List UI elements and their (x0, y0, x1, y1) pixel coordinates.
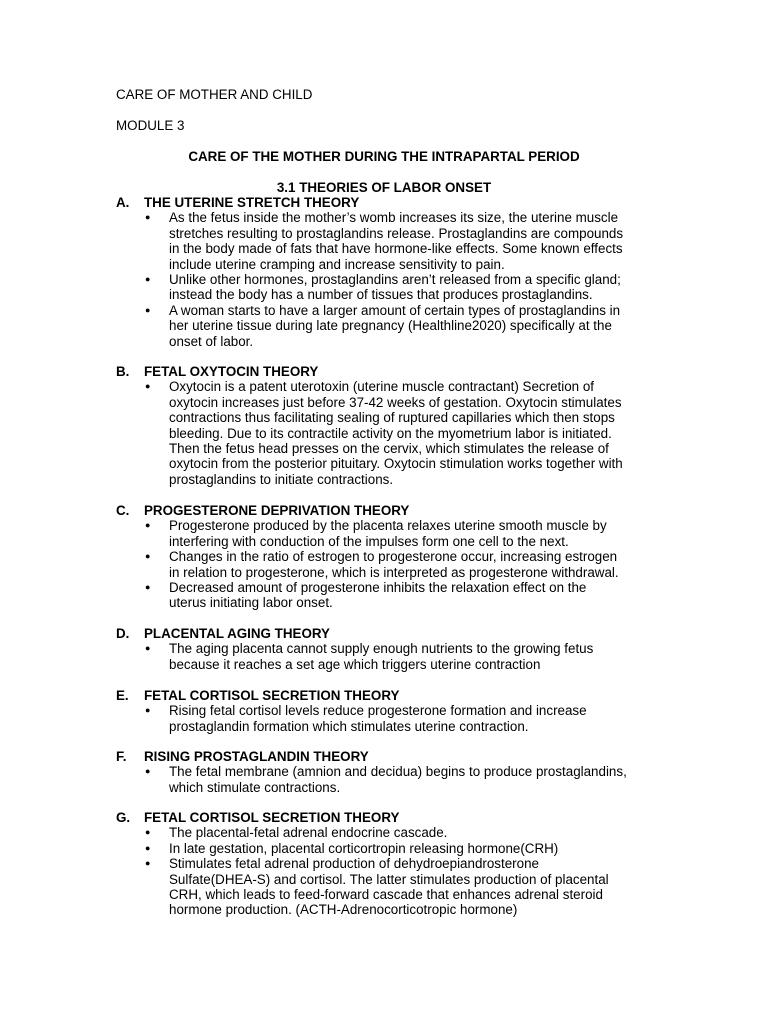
section-f (116, 749, 676, 795)
section-heading (116, 503, 676, 518)
text-line: A woman starts to have a larger amount of certain types of prostaglandins in (169, 302, 621, 318)
section-letter: D. (116, 626, 130, 641)
list-item (116, 303, 676, 349)
section-c (116, 503, 676, 611)
module-label: MODULE 3 (116, 118, 185, 133)
text-line: in relation to progesterone, which is interpreted as progesterone withdrawal. (169, 564, 619, 580)
list-item (116, 549, 676, 580)
section-heading (116, 626, 676, 641)
section-b (116, 364, 676, 487)
section-heading (116, 364, 676, 379)
bullet-list (116, 210, 676, 349)
bullet-icon: ● (145, 842, 151, 853)
course-title: CARE OF MOTHER AND CHILD (116, 87, 313, 102)
list-item (116, 841, 676, 856)
text-line: contractions thus facilitating sealing of ruptured capillaries which then stops (169, 410, 615, 426)
section-letter: B. (116, 364, 130, 379)
bullet-icon: ● (145, 582, 151, 593)
text-line: The fetal membrane (amnion and decidua) begins to produce prostaglandins, (169, 764, 627, 780)
section-heading (116, 810, 676, 825)
bullet-list (116, 379, 676, 487)
section-letter: C. (116, 503, 130, 518)
section-letter: E. (116, 688, 129, 703)
text-line: Rising fetal cortisol levels reduce progesterone formation and increase (169, 703, 587, 719)
list-item (116, 703, 676, 734)
text-line: The placental-fetal adrenal endocrine cascade. (169, 825, 448, 841)
section-e (116, 688, 676, 734)
list-item (116, 518, 676, 549)
section-d (116, 626, 676, 672)
list-item (116, 641, 676, 672)
bullet-icon: ● (145, 858, 151, 869)
text-line: include uterine cramping and increase sensitivity to pain. (169, 256, 505, 272)
section-heading-text: RISING PROSTAGLANDIN THEORY (144, 749, 369, 764)
section-title: 3.1 THEORIES OF LABOR ONSET (276, 180, 492, 195)
text-line: her uterine tissue during late pregnancy (Healthline2020) specifically at the (169, 318, 612, 334)
bullet-list (116, 641, 676, 672)
list-item (116, 379, 676, 487)
bullet-icon: ● (145, 766, 151, 777)
list-item (116, 210, 676, 272)
text-line: in the body made of fats that have hormone-like effects. Some known effects (169, 241, 623, 257)
text-line: oxytocin from the posterior pituitary. Oxytocin stimulation works together with (169, 456, 623, 472)
section-heading-text: PROGESTERONE DEPRIVATION THEORY (144, 503, 410, 518)
bullet-icon: ● (145, 274, 151, 285)
text-line: CRH, which leads to feed-forward cascade that enhances adrenal steroid (169, 887, 603, 903)
text-line: Progesterone produced by the placenta relaxes uterine smooth muscle by (169, 518, 607, 534)
text-line: The aging placenta cannot supply enough nutrients to the growing fetus (169, 641, 594, 657)
text-line: bleeding. Due to its contractile activity on the myometrium labor is initiated. (169, 425, 612, 441)
text-line: Stimulates fetal adrenal production of dehydroepiandrosterone (169, 856, 539, 872)
list-item (116, 764, 676, 795)
text-line: hormone production. (ACTH-Adrenocorticotropic hormone) (169, 902, 518, 918)
bullet-icon: ● (145, 212, 151, 223)
text-line: prostaglandins to initiate contractions. (169, 471, 394, 487)
bullet-icon: ● (145, 381, 151, 392)
section-heading-text: PLACENTAL AGING THEORY (144, 626, 330, 641)
bullet-icon: ● (145, 520, 151, 531)
text-line: Sulfate(DHEA-S) and cortisol. The latter stimulates production of placental (169, 871, 609, 887)
bullet-list (116, 825, 676, 917)
text-line: interfering with conduction of the impulses form one cell to the next. (169, 533, 569, 549)
bullet-icon: ● (145, 705, 151, 716)
section-letter: A. (116, 195, 130, 210)
section-heading (116, 749, 676, 764)
text-line: As the fetus inside the mother’s womb increases its size, the uterine muscle (169, 210, 619, 226)
text-line: Unlike other hormones, prostaglandins aren’t released from a specific gland; (169, 272, 621, 288)
text-line: Decreased amount of progesterone inhibits the relaxation effect on the (169, 580, 587, 596)
bullet-list (116, 703, 676, 734)
bullet-icon: ● (145, 643, 151, 654)
text-line: instead the body has a number of tissues that produces prostaglandins. (169, 287, 593, 303)
section-heading-text: FETAL OXYTOCIN THEORY (144, 364, 319, 379)
text-line: Oxytocin is a patent uterotoxin (uterine muscle contractant) Secretion of (169, 379, 594, 395)
text-line: In late gestation, placental corticortropin releasing hormone(CRH) (169, 840, 559, 856)
list-item (116, 580, 676, 611)
text-line: Then the fetus head presses on the cervix, which stimulates the release of (169, 441, 609, 457)
bullet-icon: ● (145, 304, 151, 315)
main-title: CARE OF THE MOTHER DURING THE INTRAPARTAL PERIOD (188, 149, 580, 164)
section-a (116, 195, 676, 349)
section-heading (116, 688, 676, 703)
bullet-list (116, 518, 676, 610)
text-line: stretches resulting to prostaglandins release. Prostaglandins are compounds (169, 225, 624, 241)
list-item (116, 272, 676, 303)
bullet-icon: ● (145, 827, 151, 838)
list-item (116, 825, 676, 840)
section-g (116, 810, 676, 918)
text-line: which stimulate contractions. (169, 779, 341, 795)
section-heading (116, 195, 676, 210)
text-line: because it reaches a set age which triggers uterine contraction (169, 656, 541, 672)
bullet-icon: ● (145, 551, 151, 562)
text-line: prostaglandin formation which stimulates uterine contraction. (169, 718, 529, 734)
section-letter: F. (116, 749, 127, 764)
text-line: oxytocin increases just before 37-42 weeks of gestation. Oxytocin stimulates (169, 394, 622, 410)
section-heading-text: THE UTERINE STRETCH THEORY (144, 195, 360, 210)
section-heading-text: FETAL CORTISOL SECRETION THEORY (144, 688, 400, 703)
list-item (116, 856, 676, 918)
text-line: Changes in the ratio of estrogen to progesterone occur, increasing estrogen (169, 549, 618, 565)
section-letter: G. (116, 810, 131, 825)
bullet-list (116, 764, 676, 795)
text-line: uterus initiating labor onset. (169, 595, 333, 611)
section-heading-text: FETAL CORTISOL SECRETION THEORY (144, 810, 400, 825)
text-line: onset of labor. (169, 333, 254, 349)
